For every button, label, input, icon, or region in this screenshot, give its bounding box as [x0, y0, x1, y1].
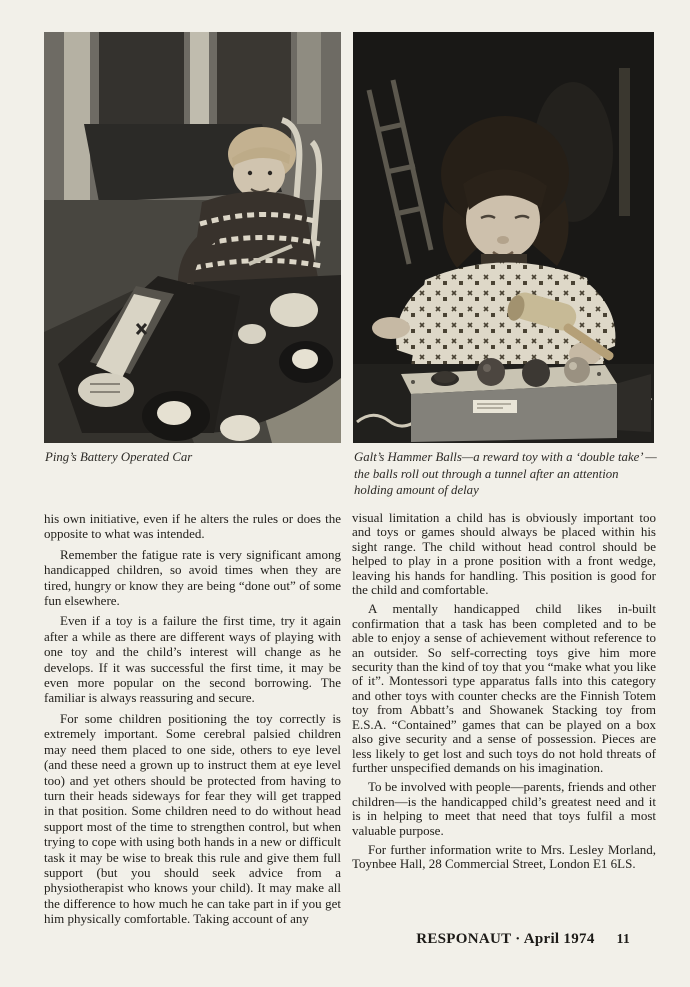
- paragraph: visual limitation a child has is obviously important too and toys or games should always be placed within his sight range. The child without head control should be helped to play in a prone position with a front wedge, leaving his hands for handling. This position is good for the child and comfortable.: [352, 510, 656, 598]
- paragraph: For some children positioning the toy correctly is extremely important. Some cerebral palsied children may need them placed to one side, others to eye level (and these need a grown up to instruct them at eye level too) and yet others should be protected from having to turn their heads sideways for fear they will get trapped in that position. Some children need to do without head support most of the time to strengthen control, but when trying to cope with using both hands in a new or difficult task it may be wise to break this rule and give them full support (but you should seek advice from a physiotherapist who knows your child). It may make all the difference to how much he can take part in if you get him physically comfortable. Taking account of any: [44, 710, 341, 927]
- caption-hammer-balls: Galt’s Hammer Balls—a reward toy with a ‘double take’ — the balls roll out through a tunnel after an attention holding amount of delay: [354, 450, 657, 497]
- photo-hammer-balls: [353, 32, 654, 443]
- paragraph: A mentally handicapped child likes in-built confirmation that a task has been completed and to be able to enjoy a sense of achievement without reference to an outsider. So self-correcting toys give him more security than the kind of toy that you “make what you like of it”. Montessori type apparatus falls into this category and other toys with counter checks are the Finnish Totem toy from Abbatt’s and Showanek Stacking toy from E.S.A. “Contained” games that can be played on a box also give security and a sense of possession. Pieces are less likely to get lost and such toys do not hold threats of further unspecified demands on his imagination.: [352, 601, 656, 775]
- photo-battery-car: [44, 32, 341, 443]
- page-footer: [416, 931, 630, 948]
- page-number: 11: [616, 931, 630, 946]
- paragraph: Remember the fatigue rate is very significant among handicapped children, so avoid times when they are tired, hungry or know they are being “done out” of some fun elsewhere.: [44, 546, 341, 609]
- journal-issue-line: RESPONAUT · April 1974: [416, 931, 595, 947]
- left-column: [44, 511, 341, 932]
- figure-hammer-balls: [353, 32, 654, 443]
- figure-battery-car: [44, 32, 341, 443]
- caption-battery-car: Ping’s Battery Operated Car: [45, 450, 193, 464]
- paragraph: Even if a toy is a failure the first time, try it again after a while as there are different ways of playing with one toy and the child’s interest will change as he develops. If it was successful the first time, it may be even more popular on the second borrowing. The familiar is always reassuring and secure.: [44, 613, 341, 706]
- paragraph: To be involved with people—parents, friends and other children—is the handicapped child’s greatest need and it is in helping to meet that need that toys fulfil a most valuable purpose.: [352, 779, 656, 838]
- right-column: [352, 511, 656, 877]
- paragraph: his own initiative, even if he alters the rules or does the opposite to what was intended.: [44, 511, 341, 542]
- paragraph: For further information write to Mrs. Lesley Morland, Toynbee Hall, 28 Commercial Street, London E1 6LS.: [352, 841, 656, 872]
